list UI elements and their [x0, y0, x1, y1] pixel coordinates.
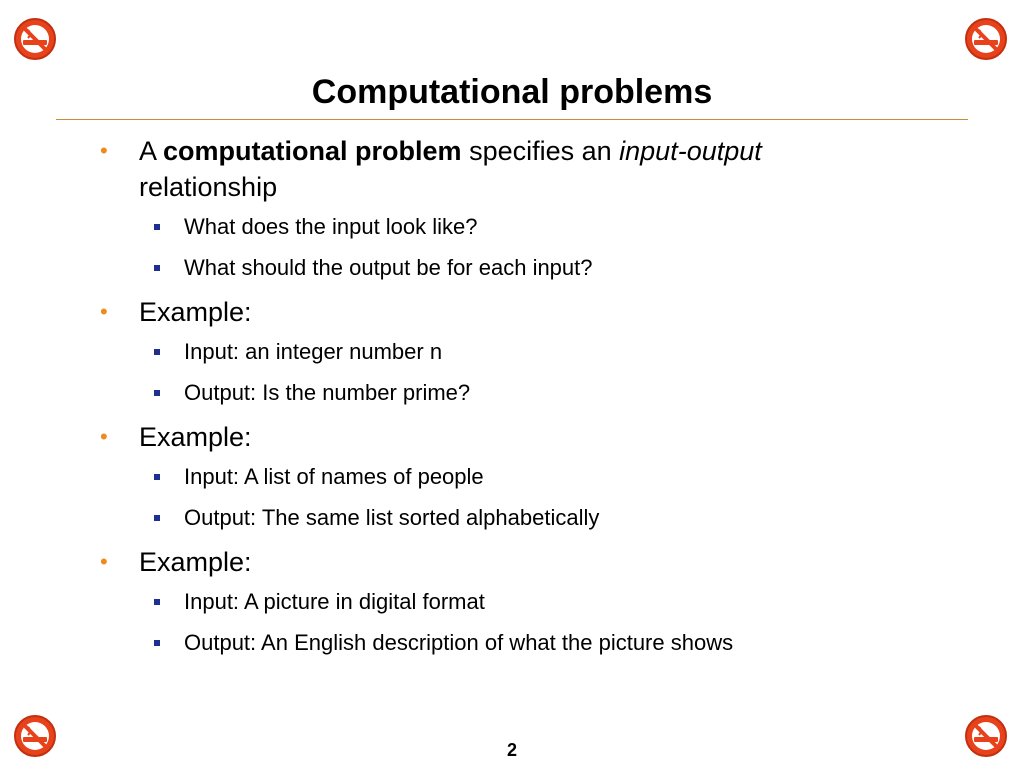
sub-bullet [100, 337, 960, 367]
sub-bullet [100, 212, 960, 242]
sub-bullet-text: Output: The same list sorted alphabetically [184, 505, 600, 530]
page-number: 2 [506, 740, 517, 760]
sub-bullet [100, 587, 960, 617]
bullet-dot-icon: • [100, 549, 108, 574]
no-smoking-logo-icon [12, 16, 58, 62]
sub-bullet-text: What should the output be for each input? [184, 255, 593, 280]
corner-logo-icon [963, 16, 1009, 62]
example-label: Example: [139, 547, 252, 577]
bullet-example [100, 544, 960, 580]
sub-bullet [100, 503, 960, 533]
corner-logo-icon [12, 16, 58, 62]
bullet-dot-icon: • [100, 424, 108, 449]
example-label: Example: [139, 297, 252, 327]
example-label: Example: [139, 422, 252, 452]
bullet-example [100, 419, 960, 455]
square-bullet-icon [154, 515, 160, 521]
bullet-dot-icon: • [100, 299, 108, 324]
sub-bullet [100, 253, 960, 283]
sub-bullet-text: Input: an integer number n [184, 339, 443, 364]
no-smoking-logo-icon [963, 16, 1009, 62]
square-bullet-icon [154, 349, 160, 355]
sub-bullet-text: Input: A list of names of people [184, 464, 484, 489]
square-bullet-icon [154, 640, 160, 646]
sub-bullet [100, 628, 960, 658]
slide-title: Computational problems [311, 73, 713, 111]
square-bullet-icon [154, 390, 160, 396]
intro-bold-term: computational problem [163, 136, 462, 166]
intro-suffix: relationship [139, 172, 278, 202]
intro-middle: specifies an [461, 136, 620, 166]
sub-bullet-text: Output: An English description of what the picture shows [184, 630, 734, 655]
sub-bullet-text: Input: A picture in digital format [184, 589, 485, 614]
slide-content [100, 133, 960, 669]
square-bullet-icon [154, 474, 160, 480]
bullet-dot-icon: • [100, 138, 108, 163]
intro-italic-term: input-output [619, 136, 762, 166]
bullet-example [100, 294, 960, 330]
sub-bullet-text: What does the input look like? [184, 214, 478, 239]
square-bullet-icon [154, 599, 160, 605]
intro-prefix: A [139, 136, 164, 166]
title-divider [56, 119, 968, 120]
sub-bullet [100, 462, 960, 492]
square-bullet-icon [154, 224, 160, 230]
sub-bullet [100, 378, 960, 408]
bullet-intro [100, 133, 960, 205]
sub-bullet-text: Output: Is the number prime? [184, 380, 471, 405]
square-bullet-icon [154, 265, 160, 271]
